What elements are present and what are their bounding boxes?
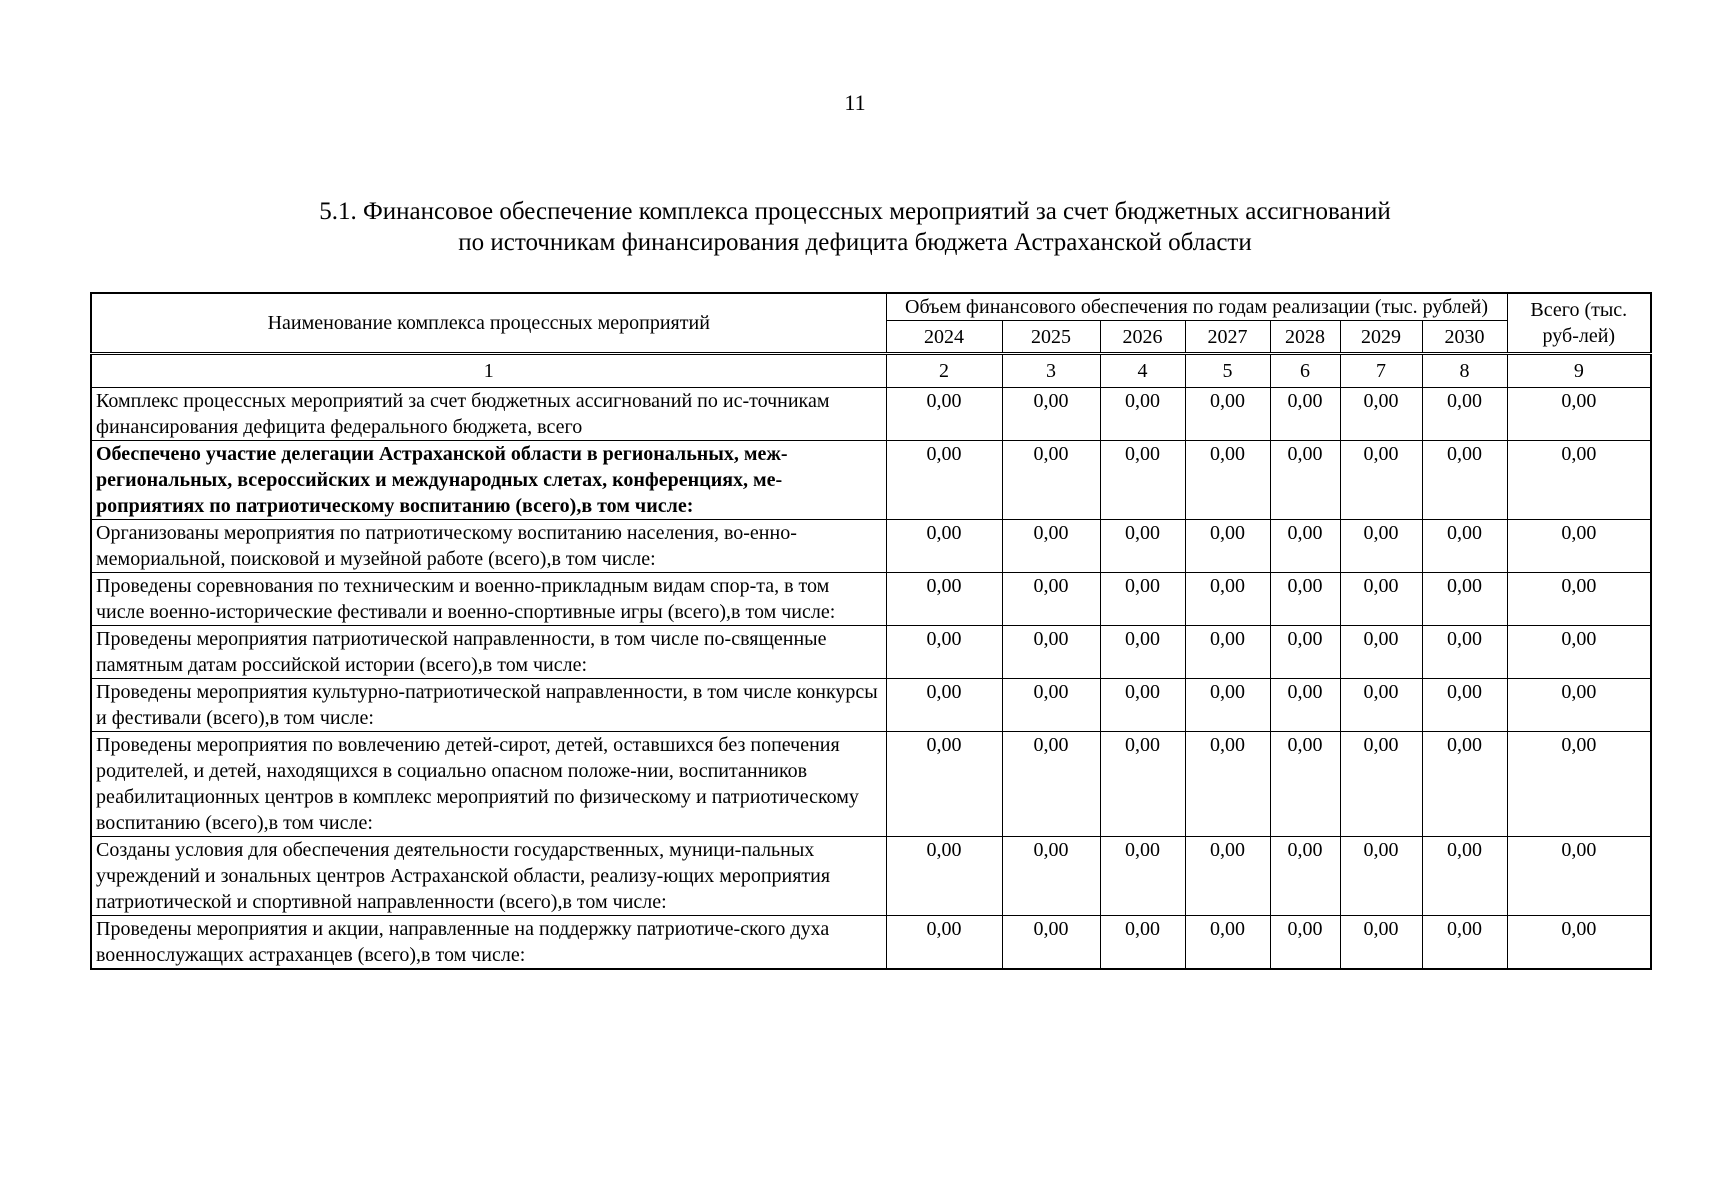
row-value: 0,00 xyxy=(1185,732,1270,837)
page-number: 11 xyxy=(844,90,866,115)
row-value: 0,00 xyxy=(1507,916,1651,970)
row-value: 0,00 xyxy=(1340,679,1422,732)
row-value: 0,00 xyxy=(1185,916,1270,970)
header-name-column: Наименование комплекса процессных мероприятий xyxy=(91,293,886,354)
row-value: 0,00 xyxy=(1100,679,1185,732)
row-value: 0,00 xyxy=(1422,573,1507,626)
row-value: 0,00 xyxy=(1340,573,1422,626)
row-value: 0,00 xyxy=(1100,916,1185,970)
row-value: 0,00 xyxy=(1002,441,1100,520)
row-value: 0,00 xyxy=(1270,388,1340,441)
row-label: Проведены соревнования по техническим и военно-прикладным видам спор-та, в том числе военно-исторические фестивали и военно-спортивные игры (всего),в том числе: xyxy=(91,573,886,626)
row-value: 0,00 xyxy=(1507,837,1651,916)
row-value: 0,00 xyxy=(1422,388,1507,441)
header-funding-by-year: Объем финансового обеспечения по годам реализации (тыс. рублей) xyxy=(886,293,1507,321)
table-row xyxy=(91,388,1651,441)
row-value: 0,00 xyxy=(886,732,1002,837)
header-year: 2030 xyxy=(1422,321,1507,354)
row-value: 0,00 xyxy=(886,388,1002,441)
column-number: 2 xyxy=(886,354,1002,388)
row-value: 0,00 xyxy=(1422,441,1507,520)
section-title xyxy=(0,196,1710,258)
table-row xyxy=(91,732,1651,837)
table-row xyxy=(91,573,1651,626)
row-value: 0,00 xyxy=(1422,520,1507,573)
column-number: 3 xyxy=(1002,354,1100,388)
row-value: 0,00 xyxy=(1270,916,1340,970)
row-value: 0,00 xyxy=(1100,441,1185,520)
header-year: 2026 xyxy=(1100,321,1185,354)
section-title-line-1: 5.1. Финансовое обеспечение комплекса процессных мероприятий за счет бюджетных ассигнований xyxy=(319,198,1391,225)
row-value: 0,00 xyxy=(1185,837,1270,916)
column-number: 4 xyxy=(1100,354,1185,388)
row-value: 0,00 xyxy=(1002,732,1100,837)
row-value: 0,00 xyxy=(1340,520,1422,573)
row-value: 0,00 xyxy=(1270,573,1340,626)
row-label: Комплекс процессных мероприятий за счет бюджетных ассигнований по ис-точникам финансирования дефицита федерального бюджета, всего xyxy=(91,388,886,441)
row-value: 0,00 xyxy=(1002,520,1100,573)
row-value: 0,00 xyxy=(1507,441,1651,520)
row-value: 0,00 xyxy=(1340,626,1422,679)
row-value: 0,00 xyxy=(1185,679,1270,732)
row-label: Созданы условия для обеспечения деятельности государственных, муници-пальных учреждений и зональных центров Астраханской области, реализу-ющих мероприятия патриотической и спортивной направленности (всего),в том числе: xyxy=(91,837,886,916)
header-year: 2028 xyxy=(1270,321,1340,354)
row-label: Проведены мероприятия культурно-патриотической направленности, в том числе конкурсы и фестивали (всего),в том числе: xyxy=(91,679,886,732)
column-number: 8 xyxy=(1422,354,1507,388)
row-value: 0,00 xyxy=(1100,837,1185,916)
row-label: Проведены мероприятия и акции, направленные на поддержку патриотиче-ского духа военнослужащих астраханцев (всего),в том числе: xyxy=(91,916,886,970)
row-value: 0,00 xyxy=(886,520,1002,573)
column-number: 1 xyxy=(91,354,886,388)
row-value: 0,00 xyxy=(1185,573,1270,626)
row-value: 0,00 xyxy=(1100,732,1185,837)
row-value: 0,00 xyxy=(886,626,1002,679)
row-value: 0,00 xyxy=(1185,441,1270,520)
row-value: 0,00 xyxy=(1002,679,1100,732)
row-value: 0,00 xyxy=(1340,916,1422,970)
row-value: 0,00 xyxy=(1002,388,1100,441)
row-value: 0,00 xyxy=(1270,732,1340,837)
column-number: 7 xyxy=(1340,354,1422,388)
header-year: 2029 xyxy=(1340,321,1422,354)
header-total: Всего (тыс. руб-лей) xyxy=(1507,293,1651,354)
row-value: 0,00 xyxy=(886,441,1002,520)
row-value: 0,00 xyxy=(1422,732,1507,837)
financing-table xyxy=(90,292,1652,970)
row-value: 0,00 xyxy=(1002,573,1100,626)
row-value: 0,00 xyxy=(1100,520,1185,573)
table-row xyxy=(91,441,1651,520)
row-value: 0,00 xyxy=(1185,626,1270,679)
row-value: 0,00 xyxy=(1507,679,1651,732)
row-value: 0,00 xyxy=(1422,626,1507,679)
row-value: 0,00 xyxy=(1100,573,1185,626)
row-value: 0,00 xyxy=(1507,388,1651,441)
row-value: 0,00 xyxy=(1340,732,1422,837)
table-row xyxy=(91,916,1651,970)
row-value: 0,00 xyxy=(886,679,1002,732)
row-value: 0,00 xyxy=(1185,388,1270,441)
table-row xyxy=(91,520,1651,573)
row-value: 0,00 xyxy=(1270,837,1340,916)
table-row xyxy=(91,837,1651,916)
row-value: 0,00 xyxy=(1507,520,1651,573)
row-value: 0,00 xyxy=(886,837,1002,916)
row-value: 0,00 xyxy=(1185,520,1270,573)
row-value: 0,00 xyxy=(1507,573,1651,626)
table-row xyxy=(91,679,1651,732)
row-value: 0,00 xyxy=(1270,520,1340,573)
row-value: 0,00 xyxy=(886,916,1002,970)
row-label: Организованы мероприятия по патриотическому воспитанию населения, во-енно-мемориальной, поисковой и музейной работе (всего),в том числе: xyxy=(91,520,886,573)
row-value: 0,00 xyxy=(1340,388,1422,441)
row-value: 0,00 xyxy=(1422,679,1507,732)
row-value: 0,00 xyxy=(1422,837,1507,916)
row-value: 0,00 xyxy=(1100,626,1185,679)
row-value: 0,00 xyxy=(1270,441,1340,520)
row-value: 0,00 xyxy=(1270,626,1340,679)
row-value: 0,00 xyxy=(1002,916,1100,970)
row-value: 0,00 xyxy=(1507,626,1651,679)
row-label: Проведены мероприятия патриотической направленности, в том числе по-священные памятным датам российской истории (всего),в том числе: xyxy=(91,626,886,679)
row-value: 0,00 xyxy=(1002,837,1100,916)
section-title-line-2: по источникам финансирования дефицита бюджета Астраханской области xyxy=(458,229,1252,256)
header-year: 2027 xyxy=(1185,321,1270,354)
header-year: 2024 xyxy=(886,321,1002,354)
column-number: 9 xyxy=(1507,354,1651,388)
row-value: 0,00 xyxy=(1507,732,1651,837)
table-row xyxy=(91,626,1651,679)
row-value: 0,00 xyxy=(1100,388,1185,441)
row-value: 0,00 xyxy=(1270,679,1340,732)
row-label: Обеспечено участие делегации Астраханской области в региональных, меж-региональных, всероссийских и международных слетах, конференциях, ме-роприятиях по патриотическому воспитанию (всего),в том числе: xyxy=(91,441,886,520)
row-label: Проведены мероприятия по вовлечению детей-сирот, детей, оставшихся без попечения родителей, и детей, находящихся в социально опасном положе-нии, воспитанников реабилитационных центров в комплекс мероприятий по физическому и патриотическому воспитанию (всего),в том числе: xyxy=(91,732,886,837)
row-value: 0,00 xyxy=(1340,837,1422,916)
column-number-row xyxy=(91,354,1651,388)
row-value: 0,00 xyxy=(1002,626,1100,679)
header-year: 2025 xyxy=(1002,321,1100,354)
column-number: 6 xyxy=(1270,354,1340,388)
row-value: 0,00 xyxy=(1422,916,1507,970)
row-value: 0,00 xyxy=(886,573,1002,626)
column-number: 5 xyxy=(1185,354,1270,388)
row-value: 0,00 xyxy=(1340,441,1422,520)
